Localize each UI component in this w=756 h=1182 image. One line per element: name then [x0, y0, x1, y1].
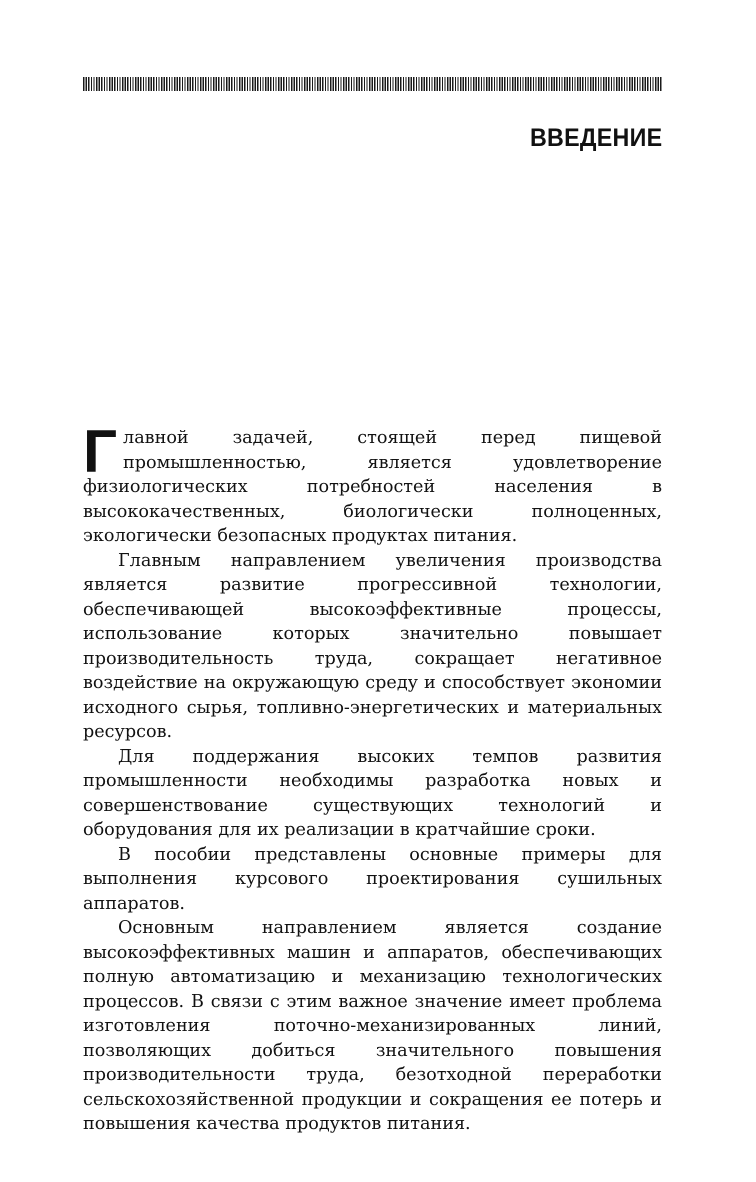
header-rule	[83, 77, 662, 91]
paragraph-3: Для поддержания высоких темпов развития промышленности необходимы разработка новых и совершенствование существующих технологий и оборудования для их реализации в кратчайшие сроки.	[83, 746, 662, 840]
chapter-title: ВВЕДЕНИЕ	[529, 124, 662, 152]
paragraph-1	[83, 418, 662, 549]
paragraph-4: В пособии представлены основные примеры для выполнения курсового проектирования сушильных аппаратов.	[83, 844, 662, 914]
drop-cap: Г	[83, 418, 118, 485]
paragraph-1-text: лавной задачей, стоящей перед пищевой промышленностью, является удовлетворение физиологических потребностей населения в высококачественных, биологически полноценных, экологически безопасных продуктах питания.	[83, 428, 662, 546]
paragraph-5: Основным направлением является создание высокоэффективных машин и аппаратов, обеспечивающих полную автоматизацию и механизацию технологических процессов. В связи с этим важное значение имеет проблема изготовления поточно-механизированных линий, позволяющих добиться значительного повышения производительности труда, безотходной переработки сельскохозяйственной продукции и сокращения ее потерь и повышения качества продуктов питания.	[83, 918, 662, 1134]
body-text	[83, 418, 662, 1137]
paragraph-2: Главным направлением увеличения производства является развитие прогрессивной технологии, обеспечивающей высокоэффективные процессы, использование которых значительно повышает производительность труда, сокращает негативное воздействие на окружающую среду и способствует экономии исходного сырья, топливно-энергетических и материальных ресурсов.	[83, 550, 662, 742]
